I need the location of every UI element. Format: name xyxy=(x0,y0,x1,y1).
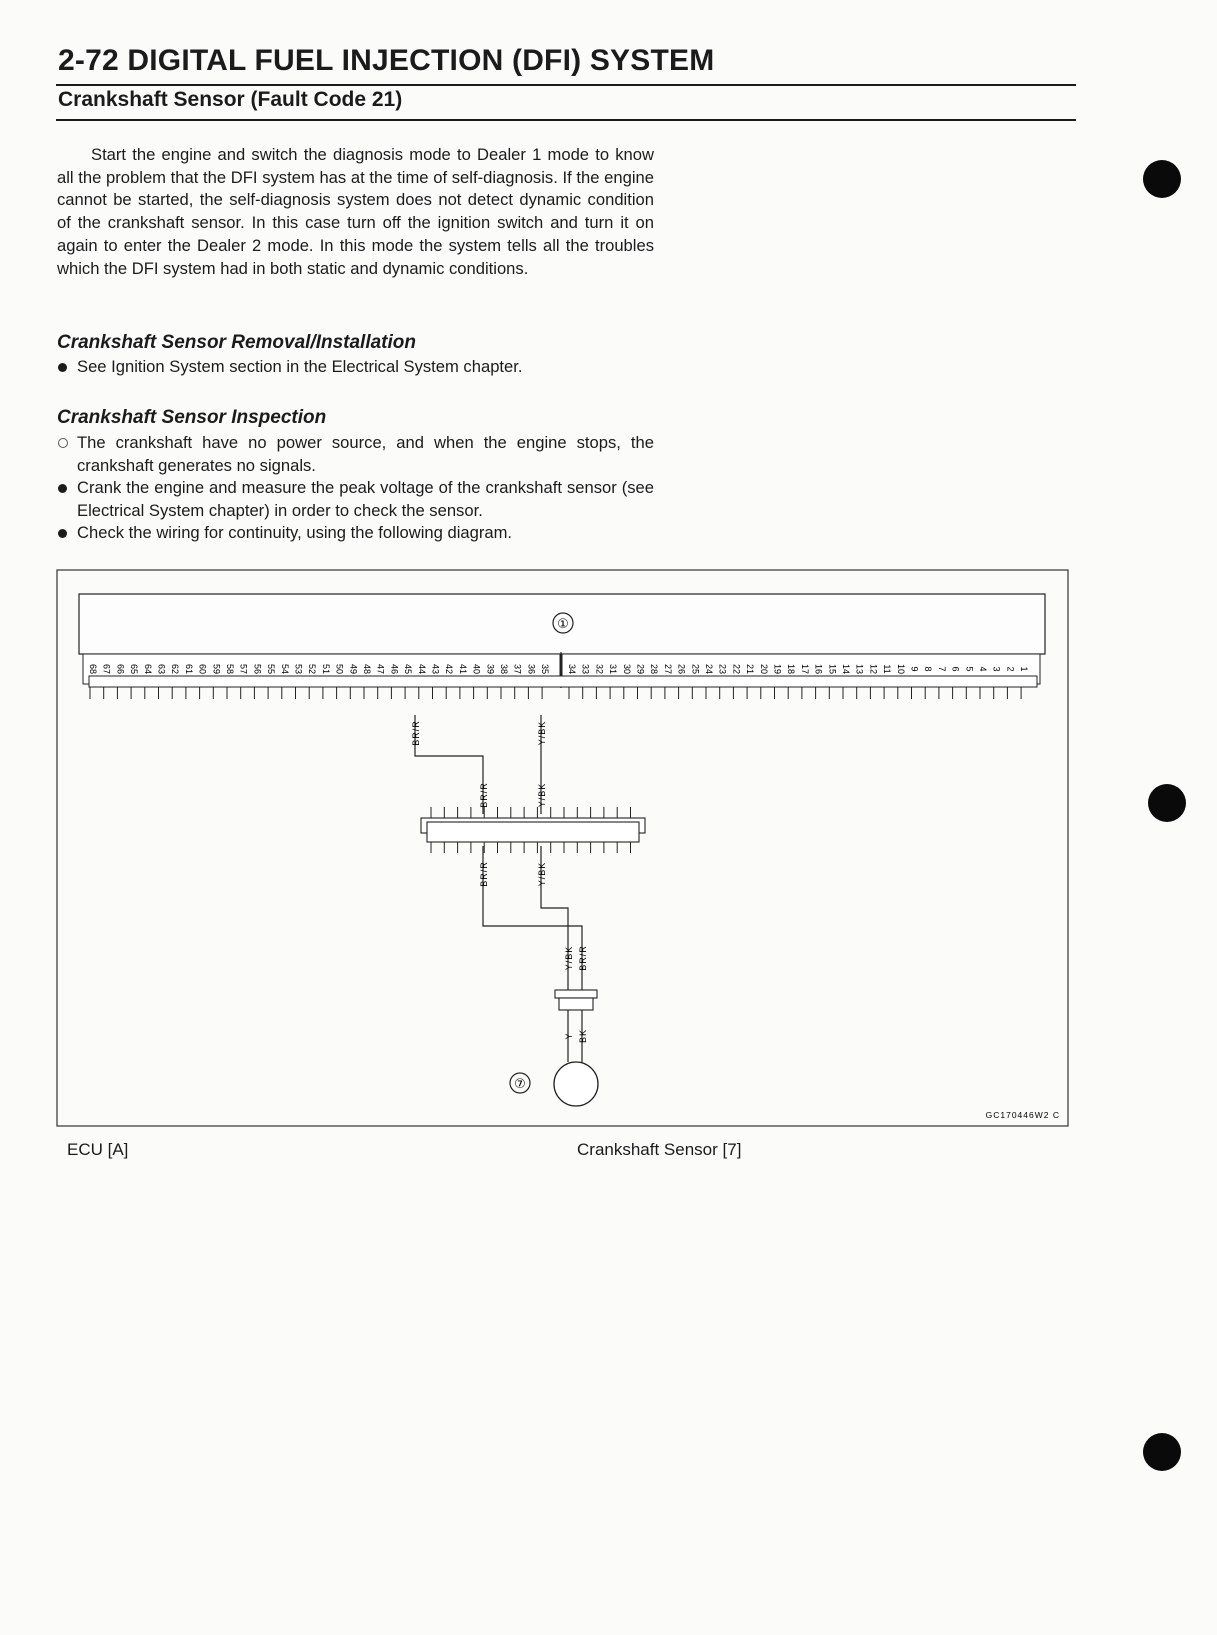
crankshaft-sensor-symbol xyxy=(554,1062,598,1106)
pin-number-15: 15 xyxy=(827,663,838,675)
pin-number-67: 67 xyxy=(101,663,112,675)
pin-number-16: 16 xyxy=(813,663,824,675)
pin-number-49: 49 xyxy=(348,663,359,675)
pin-number-6: 6 xyxy=(950,666,961,672)
pin-number-55: 55 xyxy=(266,663,277,675)
pin-number-12: 12 xyxy=(868,663,879,675)
pin-ticks xyxy=(90,687,1021,699)
pin-number-4: 4 xyxy=(978,666,988,672)
pin-number-23: 23 xyxy=(717,663,728,675)
pin-number-50: 50 xyxy=(334,663,345,675)
sensor-connector-bottom xyxy=(559,998,593,1010)
pin-number-25: 25 xyxy=(690,663,701,675)
pin-number-19: 19 xyxy=(772,663,783,675)
pin-number-51: 51 xyxy=(320,663,331,675)
connector-rail xyxy=(89,676,1037,687)
pin-number-33: 33 xyxy=(580,663,591,675)
wire-label-y-bk: Y/BK xyxy=(564,945,574,971)
wire-label-y-bk: Y/BK xyxy=(537,782,547,808)
pin-number-66: 66 xyxy=(115,663,126,675)
pin-number-30: 30 xyxy=(621,663,632,675)
caption-ecu: ECU [A] xyxy=(67,1140,129,1159)
joint-connector-bottom xyxy=(427,822,639,842)
pin-number-54: 54 xyxy=(279,663,290,675)
pin-number-62: 62 xyxy=(170,663,181,675)
pin-number-59: 59 xyxy=(211,663,222,675)
pin-number-21: 21 xyxy=(745,663,756,675)
pin-number-40: 40 xyxy=(471,663,482,675)
removal-heading: Crankshaft Sensor Removal/Installation xyxy=(57,332,416,353)
pin-number-68: 68 xyxy=(88,663,98,675)
pin-number-65: 65 xyxy=(129,663,140,675)
ecu-callout-number: ① xyxy=(557,616,569,631)
pin-number-37: 37 xyxy=(512,663,523,675)
pin-number-7: 7 xyxy=(936,666,947,672)
pin-number-35: 35 xyxy=(540,663,551,675)
pin-number-38: 38 xyxy=(499,663,509,675)
pin-number-44: 44 xyxy=(416,663,427,675)
figure-code: GC170446W2 C xyxy=(985,1110,1060,1120)
pin-number-43: 43 xyxy=(430,663,441,675)
wire-label-br-r: BR/R xyxy=(479,861,489,887)
pin-number-18: 18 xyxy=(786,663,797,675)
pin-number-61: 61 xyxy=(183,663,194,675)
wire-label-br-r: BR/R xyxy=(479,782,489,808)
pin-number-8: 8 xyxy=(923,666,934,672)
intro-paragraph: Start the engine and switch the diagnosis mode to Dealer 1 mode to know all the problem that the DFI system has at the time of self-diagnosis. If the engine cannot be started, the self-diagnosis system does not detect dynamic condition of the crankshaft sensor. In this case turn off the ignition switch and turn it on again to enter the Dealer 2 mode. In this mode the system tells all the troubles which the DFI system had in both static and dynamic conditions. xyxy=(57,145,654,278)
pin-number-17: 17 xyxy=(799,663,810,675)
pin-number-60: 60 xyxy=(197,663,208,675)
pin-number-64: 64 xyxy=(142,663,153,675)
wire-br-r-upper xyxy=(415,715,483,814)
pin-number-39: 39 xyxy=(485,663,496,675)
pin-number-41: 41 xyxy=(457,663,468,675)
pin-number-31: 31 xyxy=(608,663,619,675)
pin-number-24: 24 xyxy=(704,663,714,675)
pin-number-9: 9 xyxy=(909,666,920,672)
wire-label-br-r: BR/R xyxy=(578,945,588,971)
pin-number-52: 52 xyxy=(307,663,318,675)
pin-number-45: 45 xyxy=(403,663,414,675)
pin-number-56: 56 xyxy=(252,663,263,675)
pin-number-20: 20 xyxy=(758,663,769,675)
pin-number-42: 42 xyxy=(444,663,455,675)
pin-number-46: 46 xyxy=(389,663,400,675)
wire-label-y-bk: Y/BK xyxy=(537,720,547,746)
wire-label-bk: BK xyxy=(578,1028,588,1044)
sensor-connector-top xyxy=(555,990,597,998)
list-item: See Ignition System section in the Electrical System chapter. xyxy=(57,356,654,379)
wire-label-y: Y xyxy=(564,1032,574,1040)
pin-number-47: 47 xyxy=(375,663,386,675)
pin-number-22: 22 xyxy=(731,663,742,675)
inspection-heading: Crankshaft Sensor Inspection xyxy=(57,407,327,428)
pin-number-14: 14 xyxy=(841,663,851,675)
list-item: Check the wiring for continuity, using the following diagram. xyxy=(57,522,654,545)
pin-number-5: 5 xyxy=(964,666,975,672)
wire-label-br-r: BR/R xyxy=(411,720,421,746)
pin-number-10: 10 xyxy=(895,663,906,675)
pin-number-26: 26 xyxy=(676,663,687,675)
section-title: Crankshaft Sensor (Fault Code 21) xyxy=(58,88,403,111)
pin-number-29: 29 xyxy=(635,663,646,675)
pin-number-32: 32 xyxy=(594,663,605,675)
pin-number-63: 63 xyxy=(156,663,167,675)
pin-number-27: 27 xyxy=(662,663,673,675)
pin-number-34: 34 xyxy=(567,663,577,675)
pin-number-1: 1 xyxy=(1019,666,1030,672)
pin-number-13: 13 xyxy=(854,663,865,675)
sensor-callout-number: ⑦ xyxy=(514,1076,526,1091)
pin-number-28: 28 xyxy=(649,663,660,675)
pin-number-57: 57 xyxy=(238,663,249,675)
pin-number-3: 3 xyxy=(991,666,1002,672)
pin-number-11: 11 xyxy=(882,664,893,674)
pin-number-2: 2 xyxy=(1005,666,1016,672)
page-title: 2-72 DIGITAL FUEL INJECTION (DFI) SYSTEM xyxy=(58,44,715,77)
wire-label-y-bk: Y/BK xyxy=(537,861,547,887)
caption-sensor: Crankshaft Sensor [7] xyxy=(577,1140,742,1159)
pin-number-53: 53 xyxy=(293,663,304,675)
pin-number-36: 36 xyxy=(526,663,537,675)
pin-number-58: 58 xyxy=(225,663,235,675)
list-item: The crankshaft have no power source, and when the engine stops, the crankshaft generates no signals. xyxy=(57,432,654,477)
list-item: Crank the engine and measure the peak voltage of the crankshaft sensor (see Electrical System chapter) in order to check the sensor. xyxy=(57,477,654,522)
pin-number-48: 48 xyxy=(362,663,372,675)
